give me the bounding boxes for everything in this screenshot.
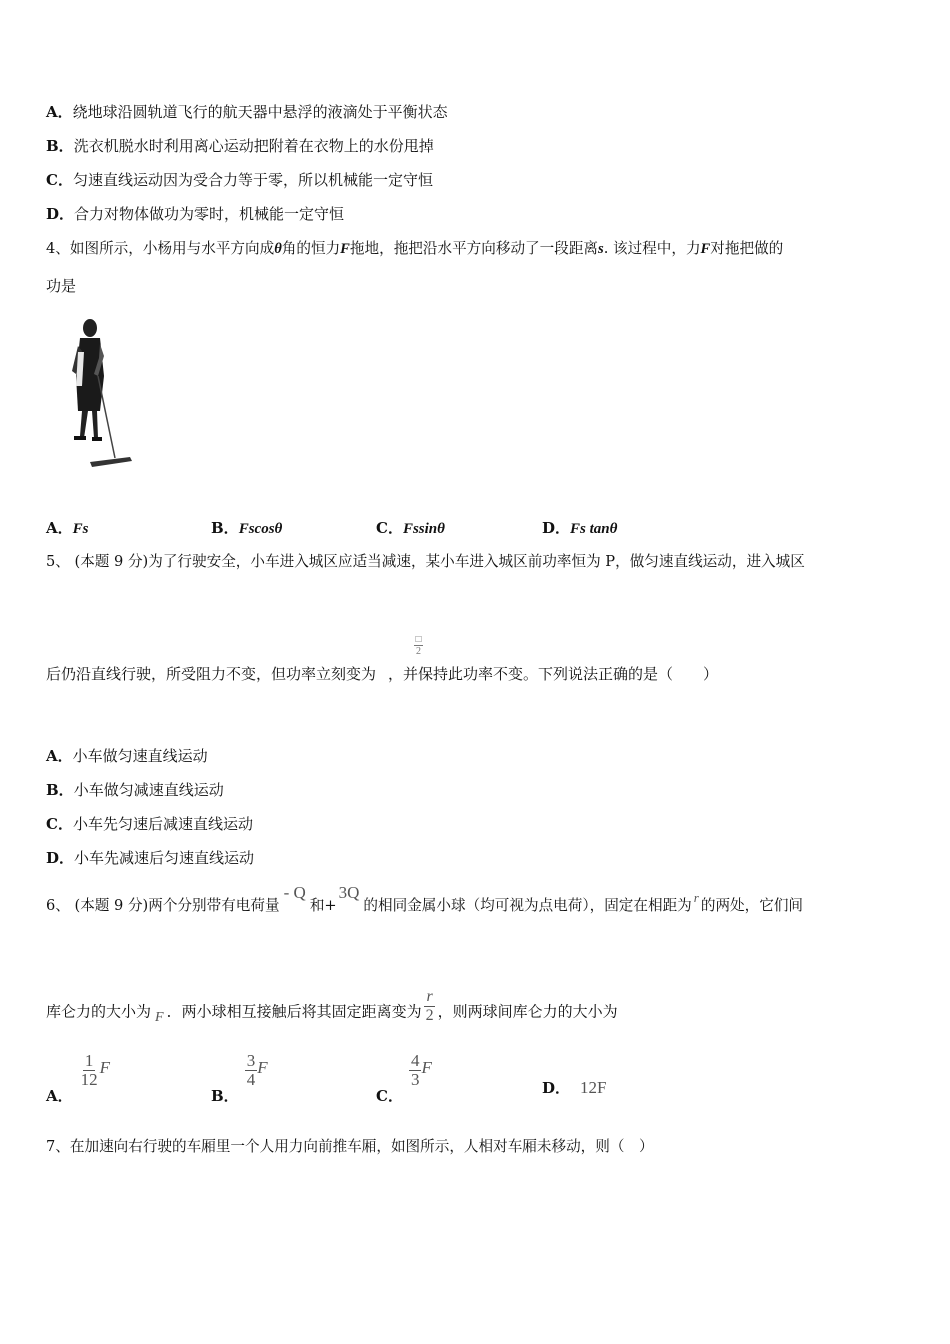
q6-option-b: [211, 1051, 268, 1105]
option-text: 小车先匀速后减速直线运动: [72, 815, 253, 833]
q3-option-c: [46, 170, 433, 190]
q4-stem-line2: 功是: [46, 277, 77, 295]
option-text: 小车做匀速直线运动: [72, 747, 208, 765]
q4-option-c: [376, 518, 445, 539]
option-label: B．: [46, 781, 74, 799]
fraction-denominator: 12: [80, 1070, 98, 1089]
q5-text: ，并保持此功率不变。下列说法正确的是（ ）: [388, 665, 719, 683]
q6-option-c: [376, 1051, 432, 1105]
distance-symbol: s: [598, 241, 604, 257]
option-text: 合力对物体做功为零时，机械能一定守恒: [74, 205, 345, 223]
option-label: D．: [46, 205, 75, 223]
option-expression: Fssinθ: [402, 521, 445, 537]
option-text: 洗衣机脱水时利用离心运动把附着在衣物上的水份甩掉: [73, 137, 434, 155]
fraction-numerator: □: [415, 634, 422, 645]
option-label: C．: [376, 519, 403, 537]
q7-stem: 7、在加速向右行驶的车厢里一个人用力向前推车厢，如图所示，人相对车厢未移动，则（ ）: [46, 1138, 654, 1155]
force-symbol: F: [340, 241, 350, 257]
q4-text: . 该过程中，力: [603, 240, 701, 257]
negative-charge-text: - Q: [283, 883, 306, 902]
fraction-denominator: 3: [410, 1070, 420, 1089]
option-text: 小车做匀减速直线运动: [73, 781, 224, 799]
q6-text: ．两小球相互接触后将其固定距离变为: [166, 1002, 422, 1021]
q5-text: 后仍沿直线行驶，所受阻力不变，但功率立刻变为: [46, 665, 377, 683]
fraction-denominator: 2: [425, 1007, 434, 1024]
option-label: A．: [46, 103, 73, 121]
fraction-numerator: 3: [246, 1051, 256, 1070]
fraction-numerator: 4: [410, 1051, 420, 1070]
theta-symbol: θ: [274, 241, 282, 257]
force-F: F: [155, 1009, 164, 1025]
option-expression: Fscosθ: [238, 521, 283, 537]
option-label: D．: [542, 519, 571, 537]
option-expression: Fs tanθ: [570, 521, 618, 537]
q6-stem-line1: [46, 883, 804, 916]
half-r-fraction: [424, 988, 436, 1025]
option-fraction: [409, 1052, 422, 1089]
option-label: D．: [542, 1079, 571, 1097]
q6-text: 的相同金属小球（均可视为点电荷），固定在相距为: [363, 897, 692, 914]
q5-option-c: [46, 814, 253, 834]
positive-charge-text: 3Q: [338, 883, 360, 902]
fraction-denominator: 2: [416, 646, 421, 657]
option-expression: 12F: [580, 1078, 607, 1097]
q6-option-a: [46, 1051, 111, 1105]
q4-option-a: [46, 518, 88, 539]
option-label: D．: [46, 849, 75, 867]
option-label: B．: [46, 137, 74, 155]
option-label: B．: [211, 519, 239, 537]
force-F: F: [257, 1057, 268, 1077]
mopping-person-figure: [60, 316, 140, 476]
q6-text: 的两处，它们间: [700, 897, 804, 914]
option-label: C．: [46, 171, 73, 189]
fraction-numerator: 1: [84, 1051, 94, 1070]
force-F: F: [421, 1057, 432, 1077]
q4-text: 4、如图所示，小杨用与水平方向成: [46, 240, 275, 257]
q5-option-a: [46, 746, 208, 766]
q5-stem-line2: [46, 664, 718, 684]
force-symbol: F: [700, 241, 711, 257]
option-label: B．: [211, 1086, 239, 1105]
option-fraction: [79, 1052, 100, 1089]
option-label: A．: [46, 1086, 73, 1105]
q3-option-a: [46, 102, 448, 122]
q6-text: 库仑力的大小为: [46, 1002, 152, 1021]
q6-option-d: [542, 1078, 606, 1098]
q4-text: 拖地，拖把沿水平方向移动了一段距离: [349, 240, 599, 257]
q6-text: ，则两球间库仑力的大小为: [437, 1002, 618, 1021]
option-label: A．: [46, 519, 73, 537]
option-label: A．: [46, 747, 73, 765]
fraction-denominator: 4: [246, 1070, 256, 1089]
option-text: 小车先减速后匀速直线运动: [74, 849, 255, 867]
fraction-numerator: r: [426, 988, 433, 1005]
q3-option-d: [46, 204, 344, 224]
q4-text: 对拖把做的: [710, 240, 784, 257]
option-label: C．: [46, 815, 73, 833]
q5-option-b: [46, 780, 224, 800]
force-F: F: [99, 1057, 111, 1077]
q3-option-b: [46, 136, 434, 156]
q4-text: 角的恒力: [281, 240, 341, 257]
negative-charge: [284, 883, 306, 902]
q5-stem-line1: 5、 (本题 9 分)为了行驶安全，小车进入城区应适当减速，某小车进入城区前功率恒为 P，做匀速直线运动，进入城区: [46, 553, 805, 570]
q6-text: 和+: [309, 897, 337, 914]
q4-stem-line1: [46, 239, 783, 259]
positive-charge: [339, 883, 360, 902]
q5-option-d: [46, 848, 254, 868]
q6-stem-line2: [46, 988, 618, 1031]
option-label: C．: [376, 1086, 403, 1105]
q4-option-b: [211, 518, 282, 539]
option-expression: Fs: [72, 521, 89, 537]
distance-r: r: [693, 890, 699, 905]
q4-option-d: [542, 518, 617, 539]
option-text: 绕地球沿圆轨道飞行的航天器中悬浮的液滴处于平衡状态: [72, 103, 448, 121]
q6-text: 6、 (本题 9 分)两个分别带有电荷量: [46, 897, 280, 914]
option-fraction: [245, 1052, 258, 1089]
q5-power-fraction: [414, 634, 423, 657]
option-text: 匀速直线运动因为受合力等于零，所以机械能一定守恒: [72, 171, 433, 189]
